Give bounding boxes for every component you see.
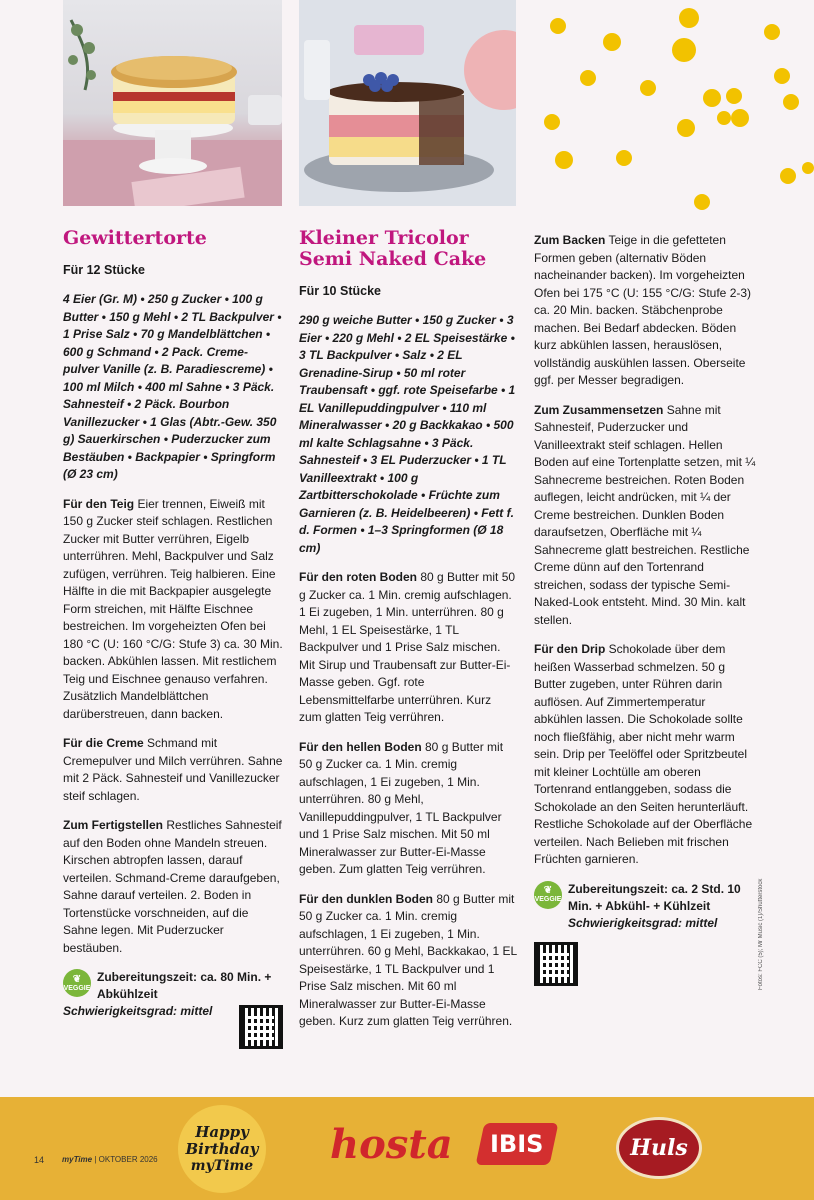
recipe-meta (534, 881, 756, 932)
leaf-icon: ❦ (72, 973, 82, 985)
step-text: 80 g Butter mit 50 g Zucker ca. 1 Min. cremig aufschlagen. 1 Ei zugeben, 1 Min. unterrühren. 80 g Mehl, 1 EL Speisestärke, 1 TL Backpulver und 1 Prise Salz mischen. Mit Sirup und Traubensaft zur Butter-Ei-Masse geben. Ggf. rote Lebensmittelfarbe unterrühren. Kurz zum glatten Teig verrühren. (299, 570, 516, 724)
gewittertorte-photo (63, 0, 282, 206)
confetti-decoration (534, 0, 814, 215)
step-label: Für den roten Boden (299, 570, 417, 584)
tricolor-cake-photo (299, 0, 516, 206)
recipe-gewittertorte (63, 228, 283, 1049)
brand-hosta-logo[interactable]: hosta (330, 1121, 453, 1168)
step-text: Schmand mit Cremepulver und Milch verrühren. Sahne mit 2 Päck. Sahnesteif und Vanillezucker steif schlagen. (63, 736, 283, 803)
step-text: Eier trennen, Eiweiß mit 150 g Zucker steif schlagen. Restlichen Zucker mit Butter verrühren, Eigelb unterrühren. Mehl, Backpulver und Salz zufügen, verrühren. Teig halbieren. Eine Hälfte in die mit Backpapier ausgelegte Form streichen, mit Hälfte Eischnee bestreichen. Im vorgeheizten Ofen bei 180 °C (U: 160 °C/G: Stufe 3) ca. 30 Min. backen. Abkühlen lassen. Mit restlichem Teig und Eischnee genauso verfahren. Zusätzlich Mandelblättchen darüberstreuen, dann backen. (63, 496, 283, 721)
step-label: Zum Fertigstellen (63, 818, 164, 832)
brand-huls-text: Huls (630, 1135, 688, 1161)
brand-ibis-text: IBIS (490, 1130, 544, 1158)
step-heller-boden (299, 739, 517, 879)
step-label: Für die Creme (63, 736, 144, 750)
step-zusammensetzen (534, 402, 756, 630)
step-label: Für den dunklen Boden (299, 891, 433, 906)
veggie-badge (63, 969, 91, 997)
prep-info (568, 881, 756, 932)
step-dunkler-boden (299, 891, 517, 1031)
photo-credit: Fotos: FCC (5); Mr Music (1)/Shutterstock (758, 878, 764, 990)
difficulty: Schwierigkeitsgrad: mittel (568, 915, 718, 930)
brand-ibis-logo[interactable] (476, 1123, 559, 1165)
tricolor-cake-illustration (299, 0, 516, 206)
difficulty: Schwierigkeitsgrad: mittel (63, 1004, 213, 1018)
page-number: 14 (34, 1155, 45, 1165)
qr-code[interactable] (534, 942, 578, 986)
anniversary-line3: myTime (190, 1157, 254, 1174)
step-label: Für den Teig (63, 496, 135, 511)
step-creme (63, 735, 283, 805)
anniversary-line2: Birthday (185, 1139, 259, 1158)
step-drip (534, 641, 756, 869)
prep-time: Zubereitungszeit: ca. 80 Min. + Abkühlzeit (97, 970, 272, 1001)
veggie-label: VEGGIE (534, 896, 562, 903)
step-label: Zum Zusammensetzen (534, 402, 664, 417)
step-text: Sahne mit Sahnesteif, Puderzucker und Vanilleextrakt steif schlagen. Hellen Boden auf eine Tortenplatte setzen, mit ¼ Sahnecreme bestreichen. Roten Boden auflegen, leicht andrücken, mit ¼ der Creme bestreichen. Dunklen Boden daraufsetzen, Oberfläche mit ¼ Sahnecreme glatt bestreichen. Restliche Creme dünn auf den Tortenrand streichen, sodass der typische Semi-Naked-Look entsteht. Mind. 30 Min. kalt stellen. (534, 402, 756, 627)
ingredient-list: 290 g weiche Butter • 150 g Zucker • 3 Eier • 220 g Mehl • 2 EL Speisestärke • 3 TL Backpulver • Salz • 2 EL Grenadine-Sirup • 50 ml roter Traubensaft • ggf. rote Speisefarbe • 1 EL Vanillepuddingpulver • 110 ml Mineralwasser • 20 g Backkakao • 500 ml kalte Schlagsahne • 3 Päck. Sahnesteif • 3 EL Puderzucker • 1 TL Vanilleextrakt • 100 g Zartbitterschokolade • Früchte zum Garnieren (z. B. Heidelbeeren) • Fett f. d. Formen • 1–3 Springformen (Ø 18 cm) (299, 313, 516, 555)
step-text: Restliches Sahnesteif auf den Boden ohne Mandeln streuen. Kirschen abtropfen lassen, darauf verteilen. Schmand-Creme daraufgeben, Sahne darauf verteilen. 2. Boden in Tortenstücke vorschneiden, auf die Sahne legen. Mit Puderzucker bestäuben. (63, 818, 282, 955)
recipe-title: Kleiner Tricolor Semi Naked Cake (299, 227, 487, 270)
recipe-yield: Für 10 Stücke (299, 284, 381, 298)
recipe-tricolor-cake-continued (534, 232, 756, 986)
brand-huls-logo[interactable] (616, 1117, 702, 1179)
issue-line (62, 1155, 158, 1164)
veggie-badge (534, 881, 562, 909)
step-label: Für den Drip (534, 642, 606, 656)
recipe-meta (63, 969, 283, 1003)
issue-date: | OKTOBER 2026 (94, 1155, 158, 1164)
prep-info (97, 969, 283, 1003)
footer-banner (0, 1097, 814, 1200)
step-text: 80 g Butter mit 50 g Zucker ca. 1 Min. cremig aufschlagen, 1 Ei zugeben, 1 Min. unterrühren. 80 g Mehl, Vanillepuddingpulver, 1 TL Backpulver und 1 Prise Salz mischen. Mit 50 ml Mineralwasser zur Butter-Ei-Masse geben. Zum glatten Teig verrühren. (299, 739, 504, 876)
step-label: Zum Backen (534, 233, 606, 247)
magazine-name: myTime (62, 1155, 93, 1164)
prep-time: Zubereitungszeit: ca. 2 Std. 10 Min. + Abkühl- + Kühlzeit (568, 881, 741, 913)
recipe-tricolor-cake (299, 228, 517, 1043)
step-text: 80 g Butter mit 50 g Zucker ca. 1 Min. cremig aufschlagen, 1 Ei zugeben, 1 Min. unterrühren. 60 g Mehl, Backkakao, 1 EL Speisestärke, 1 TL Backpulver und 1 Prise Salz mischen. Mit 60 ml Mineralwasser zur Butter-Ei-Masse geben. Kurz zum glatten Teig verrühren. (299, 891, 517, 1028)
step-text: Schokolade über dem heißen Wasserbad schmelzen. 50 g Butter zugeben, unter Rühren darin auflösen. Auf Zimmertemperatur abkühlen lassen. Die Schokolade sollte noch fließfähig, aber nicht mehr warm sein. Drip per Teelöffel oder Spritzbeutel mit kleiner Lochtülle am oberen Tortenrand entlanggeben, sodass die Schokolade an den Seiten herunterläuft. Restliche Schokolade auf der Oberfläche verteilen. Nach Belieben mit frischen Früchten garnieren. (534, 642, 753, 866)
qr-code[interactable] (239, 1005, 283, 1049)
step-text: Teige in die gefetteten Formen geben (alternativ Böden nacheinander backen). Im vorgeheizten Ofen bei 175 °C (U: 155 °C/G: Stufe 2-3) ca. 20 Min. backen. Stäbchenprobe machen. Bei Bedarf abdecken. Böden kurz abkühlen lassen, herauslösen, vollständig auskühlen lassen. Oberseite ggf. per Messer begradigen. (534, 233, 752, 387)
leaf-icon: ❦ (543, 885, 553, 896)
step-teig (63, 496, 283, 724)
step-fertigstellen (63, 817, 283, 957)
ingredient-list: 4 Eier (Gr. M) • 250 g Zucker • 100 g Butter • 150 g Mehl • 2 TL Backpulver • 1 Prise Salz • 70 g Mandelblättchen • 600 g Schmand • 2 Pack. Creme-pulver Vanille (z. B. Paradiescreme) • 100 ml Milch • 400 ml Sahne • 3 Päck. Sahnesteif • 2 Päck. Bourbon Vanillezucker • 1 Glas (Abtr.-Gew. 350 g) Sauerkirschen • Puderzucker zum Bestäuben • Backpapier • Springform (Ø 23 cm) (63, 292, 282, 481)
anniversary-line1: Happy (195, 1122, 249, 1141)
anniversary-badge (178, 1105, 266, 1193)
step-label: Für den hellen Boden (299, 739, 422, 754)
gewittertorte-illustration (63, 0, 282, 206)
recipe-title: Gewittertorte (63, 227, 207, 249)
veggie-label: VEGGIE (63, 984, 91, 992)
step-backen (534, 232, 756, 390)
step-roter-boden (299, 569, 517, 727)
recipe-yield: Für 12 Stücke (63, 263, 145, 277)
